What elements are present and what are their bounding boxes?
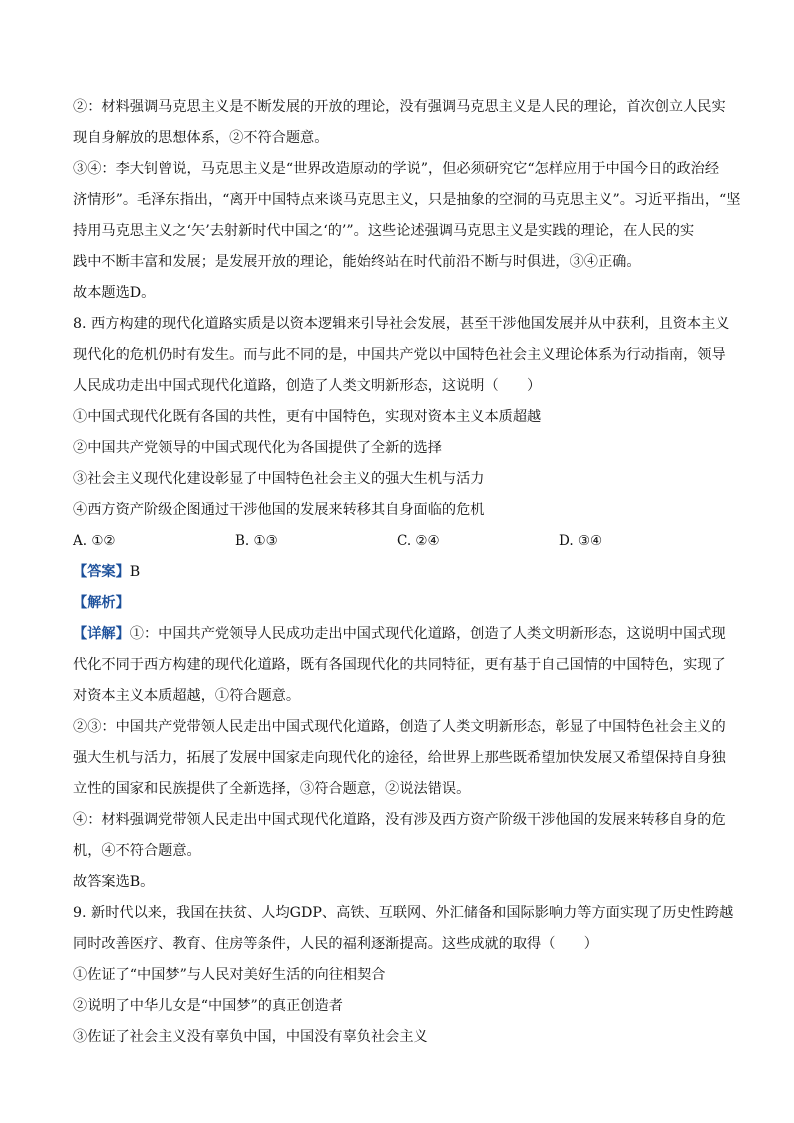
text-line: ③④：李大钊曾说，马克思主义是“世界改造原动的学说”，但必须研究它“怎样应用于中国今日的政治经 [73,161,720,177]
text-line: ④：材料强调党带领人民走出中国式现代化道路，没有涉及西方资产阶级干涉他国的发展来转移自身的危 [73,812,726,828]
text-line: 同时改善医疗、教育、住房等条件，人民的福利逐渐提高。这些成就的取得（ ） [73,936,598,952]
statement-4: ④西方资产阶级企图通过干涉他国的发展来转移其自身面临的危机 [73,502,485,518]
detail-line [73,619,726,650]
statement-3: ③社会主义现代化建设彰显了中国特色社会主义的强大生机与活力 [73,471,485,487]
answer-tag: 【答案】 [73,564,130,580]
text-line: 机，④不符合题意。 [73,843,201,859]
text-line: 现自身解放的思想体系，②不符合题意。 [73,130,329,146]
question-9-stem: 9. 新时代以来，我国在扶贫、人均GDP、高铁、互联网、外汇储备和国际影响力等方面实现了历史性跨越 [73,905,734,921]
analysis-tag: 【解析】 [73,595,130,611]
statement-2: ②说明了中华儿女是“中国梦”的真正创造者 [73,998,343,1014]
text-line: 现代化的危机仍时有发生。而与此不同的是，中国共产党以中国特色社会主义理论体系为行动指南，领导 [73,347,726,363]
answer-line [73,557,723,588]
answer-options [73,526,723,557]
statement-2: ②中国共产党领导的中国式现代化为各国提供了全新的选择 [73,440,442,456]
text-line: 代化不同于西方构建的现代化道路，既有各国现代化的共同特征，更有基于自己国情的中国特色，实现了 [73,657,726,673]
text-line: 故答案选B。 [73,874,155,890]
option-b: B. ①③ [235,533,278,549]
text-line: 人民成功走出中国式现代化道路，创造了人类文明新形态，这说明（ ） [73,378,542,394]
text-line: 持用马克思主义之‘矢’去射新时代中国之‘的’”。这些论述强调马克思主义是实践的理论，在人民的实 [73,223,695,239]
text-line: 对资本主义本质超越，①符合题意。 [73,688,301,704]
text-line: ②：材料强调马克思主义是不断发展的开放的理论，没有强调马克思主义是人民的理论，首次创立人民实 [73,99,726,115]
detail-tag: 【详解】 [73,626,130,642]
text-line: 强大生机与活力，拓展了发展中国家走向现代化的途径，给世界上那些既希望加快发展又希望保持自身独 [73,750,726,766]
answer-value: B [129,564,141,580]
option-a: A. ①② [73,533,116,549]
option-d: D. ③④ [559,533,603,549]
text-line: 践中不断丰富和发展；是发展开放的理论，能始终站在时代前沿不断与时俱进，③④正确。 [73,254,641,270]
statement-3: ③佐证了社会主义没有辜负中国，中国没有辜负社会主义 [73,1029,428,1045]
text-line: 故本题选D。 [73,285,156,301]
analysis-line [73,588,723,619]
text-line: ②③：中国共产党带领人民走出中国式现代化道路，创造了人类文明新形态，彰显了中国特色社会主义的 [73,719,726,735]
document-page [73,92,741,1053]
detail-text: ①：中国共产党领导人民成功走出中国式现代化道路，创造了人类文明新形态，这说明中国式现 [129,626,726,642]
question-8-stem: 8. 西方构建的现代化道路实质是以资本逻辑来引导社会发展，甚至干涉他国发展并从中获利，且资本主义 [73,316,730,332]
text-line: 立性的国家和民族提供了全新选择，③符合题意，②说法错误。 [73,781,471,797]
statement-1: ①佐证了“中国梦”与人民对美好生活的向往相契合 [73,967,386,983]
option-c: C. ②④ [397,533,440,549]
text-line: 济情形”。毛泽东指出，“离开中国特点来谈马克思主义，只是抽象的空洞的马克思主义”。习近平指出，“坚 [73,192,741,208]
statement-1: ①中国式现代化既有各国的共性，更有中国特色，实现对资本主义本质超越 [73,409,542,425]
